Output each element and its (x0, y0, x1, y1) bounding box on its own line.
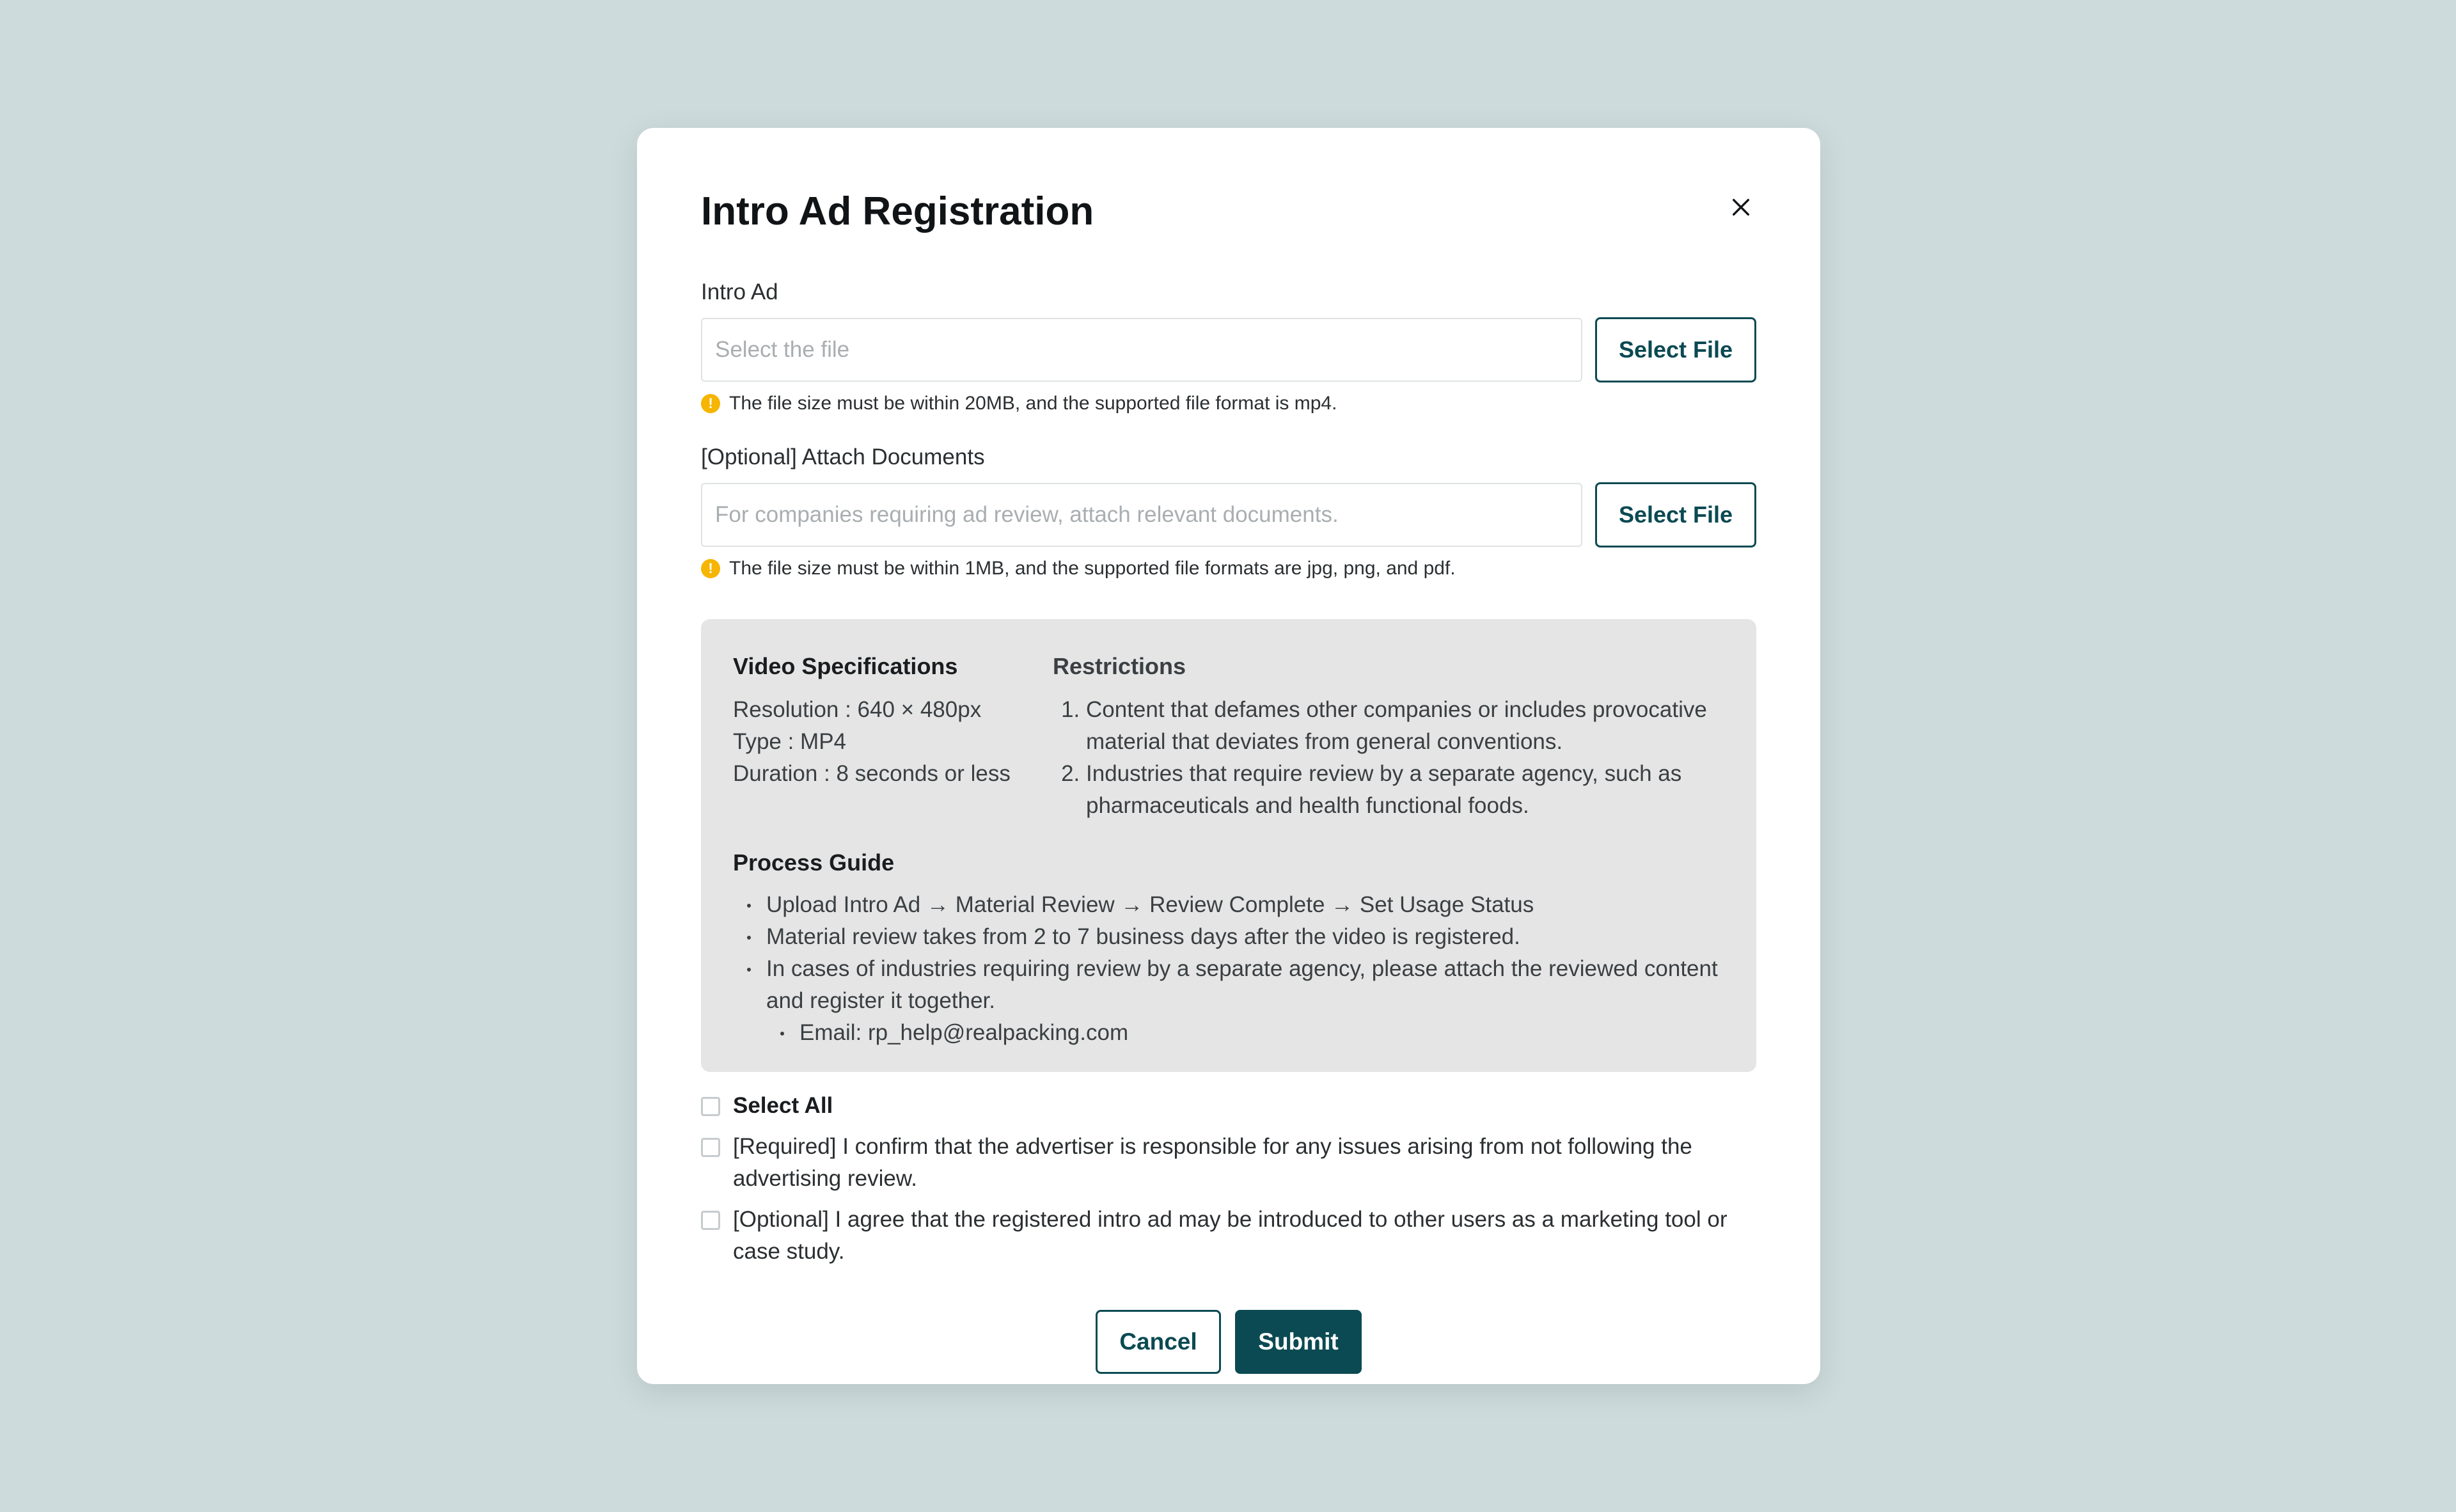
intro-ad-hint (701, 393, 1756, 414)
optional-agreement-label[interactable]: [Optional] I agree that the registered intro ad may be introduced to other users as a marketing tool or case study. (733, 1207, 1728, 1264)
optional-agreement-checkbox[interactable] (701, 1211, 720, 1230)
process-guide-item: Upload Intro Ad → Material Review → Review Complete → Set Usage Status (766, 889, 1723, 921)
spec-type: Type : MP4 (733, 729, 847, 755)
video-specifications-heading: Video Specifications (733, 653, 958, 679)
restriction-item: 1. Content that defames other companies or includes provocative material that deviates from general conventions. (1086, 694, 1723, 758)
required-agreement-checkbox[interactable] (701, 1138, 720, 1157)
intro-ad-file-row (701, 317, 1756, 382)
warning-icon: ! (701, 394, 720, 413)
modal-footer (701, 1310, 1756, 1374)
video-specifications (733, 652, 1053, 822)
intro-ad-field (701, 279, 1756, 414)
process-guide-item: Material review takes from 2 to 7 business days after the video is registered. (766, 921, 1723, 953)
intro-ad-select-file-button[interactable]: Select File (1595, 317, 1756, 382)
attach-documents-hint-text: The file size must be within 1MB, and the supported file formats are jpg, png, and pdf. (729, 558, 1456, 579)
optional-agreement-row (701, 1204, 1756, 1268)
spec-resolution: Resolution : 640 × 480px (733, 697, 982, 723)
required-agreement-label[interactable]: [Required] I confirm that the advertiser is responsible for any issues arising from not following the advertising review. (733, 1134, 1692, 1191)
info-box (701, 619, 1756, 1072)
process-guide (733, 849, 1723, 1049)
info-top (733, 652, 1723, 822)
process-guide-heading: Process Guide (733, 849, 895, 876)
attach-documents-field (701, 444, 1756, 579)
process-guide-sub-item: Email: rp_help@realpacking.com (799, 1017, 1723, 1049)
intro-ad-label: Intro Ad (701, 280, 778, 304)
process-guide-item-text: In cases of industries requiring review by a separate agency, please attach the reviewed content and register it together. (766, 956, 1718, 1014)
intro-ad-hint-text: The file size must be within 20MB, and the supported file format is mp4. (729, 393, 1337, 414)
process-guide-list (733, 889, 1723, 1049)
submit-button[interactable]: Submit (1235, 1310, 1362, 1374)
modal-title: Intro Ad Registration (701, 189, 1094, 233)
select-all-label[interactable]: Select All (733, 1093, 833, 1118)
restrictions-list (1053, 694, 1723, 822)
attach-documents-label: [Optional] Attach Documents (701, 445, 985, 469)
agreements (701, 1090, 1756, 1268)
warning-icon: ! (701, 559, 720, 578)
process-guide-sub-list (766, 1017, 1723, 1049)
attach-documents-select-file-button[interactable]: Select File (1595, 482, 1756, 547)
select-all-checkbox[interactable] (701, 1097, 720, 1116)
intro-ad-registration-modal (637, 128, 1820, 1384)
close-icon (1730, 196, 1752, 218)
attach-documents-file-row (701, 482, 1756, 547)
process-guide-item (766, 953, 1723, 1049)
select-all-row (701, 1090, 1756, 1122)
intro-ad-file-input[interactable] (701, 318, 1582, 382)
cancel-button[interactable]: Cancel (1096, 1310, 1221, 1374)
attach-documents-hint (701, 558, 1756, 579)
restriction-item: 2. Industries that require review by a separate agency, such as pharmaceuticals and health functional foods. (1086, 758, 1723, 822)
modal-header (701, 189, 1756, 279)
close-button[interactable] (1724, 191, 1758, 224)
required-agreement-row (701, 1131, 1756, 1195)
attach-documents-file-input[interactable] (701, 483, 1582, 547)
restrictions-heading: Restrictions (1053, 653, 1186, 679)
spec-duration: Duration : 8 seconds or less (733, 761, 1011, 787)
restrictions (1053, 652, 1723, 822)
